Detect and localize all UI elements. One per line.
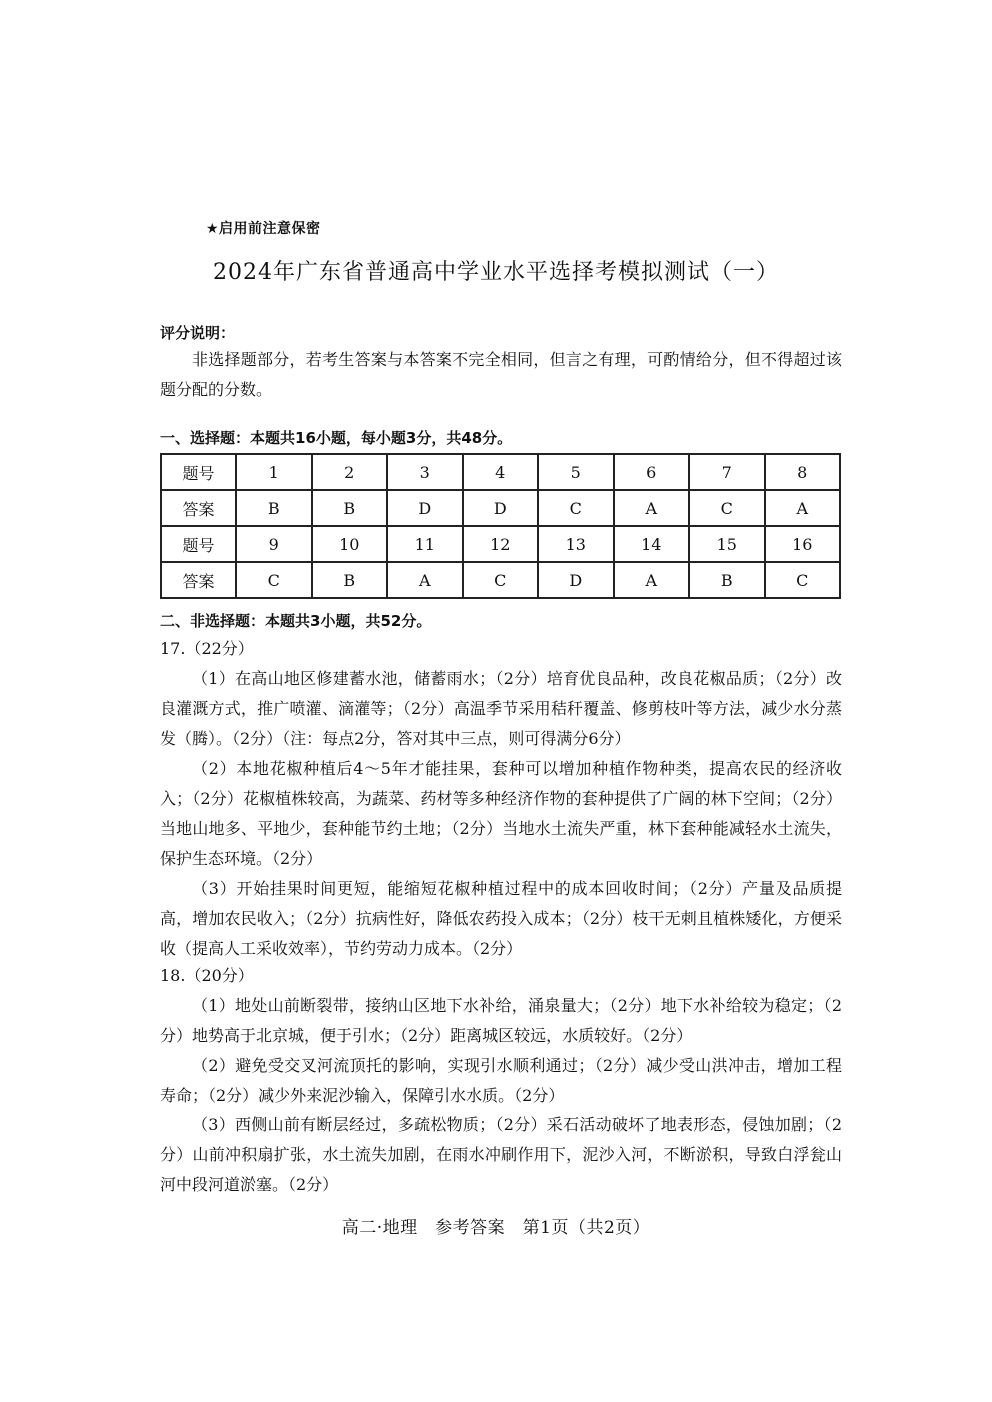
- table-cell: 答案: [161, 562, 236, 598]
- table-cell: C: [689, 490, 765, 526]
- table-cell: C: [538, 490, 614, 526]
- q18-part2: （2）避免受交叉河流顶托的影响，实现引水顺利通过；（2分）减少受山洪冲击，增加工程寿命；（2分）减少外来泥沙输入，保障引水水质。（2分）: [160, 1056, 842, 1105]
- scoring-label: 评分说明：: [160, 324, 236, 342]
- q18-part1: （1）地处山前断裂带，接纳山区地下水补给，涌泉量大；（2分）地下水补给较为稳定；（2分）地势高于北京城，便于引水；（2分）距离城区较远，水质较好。（2分）: [160, 996, 842, 1045]
- table-cell: C: [463, 562, 539, 598]
- answer-table: [160, 453, 841, 599]
- q18-title: 18.（20分）: [160, 966, 254, 985]
- table-cell: 7: [689, 454, 765, 490]
- q17-part2: （2）本地花椒种植后4～5年才能挂果，套种可以增加种植作物种类，提高农民的经济收入；（2分）花椒植株较高，为蔬菜、药材等多种经济作物的套种提供了广阔的林下空间；（2分）当地山地多、平地少，套种能节约土地；（2分）当地水土流失严重，林下套种能减轻水土流失，保护生态环境。（2分）: [160, 759, 842, 868]
- table-cell: C: [765, 562, 841, 598]
- table-cell: 8: [765, 454, 841, 490]
- table-cell: 2: [312, 454, 388, 490]
- section2-heading: 二、非选择题：本题共3小题，共52分。: [160, 612, 432, 630]
- table-cell: 答案: [161, 490, 236, 526]
- table-cell: 3: [387, 454, 463, 490]
- table-cell: 5: [538, 454, 614, 490]
- q17-part3: （3）开始挂果时间更短，能缩短花椒种植过程中的成本回收时间；（2分）产量及品质提高，增加农民收入；（2分）抗病性好，降低农药投入成本；（2分）枝干无刺且植株矮化，方便采收（提高人工采收效率），节约劳动力成本。（2分）: [160, 879, 842, 958]
- q17-title: 17.（22分）: [160, 639, 254, 658]
- table-cell: B: [312, 562, 388, 598]
- table-cell: 12: [463, 526, 539, 562]
- table-cell: D: [538, 562, 614, 598]
- table-cell: 16: [765, 526, 841, 562]
- page-footer: 高二·地理 参考答案 第1页（共2页）: [341, 1218, 651, 1238]
- table-cell: A: [387, 562, 463, 598]
- scoring-text: 非选择题部分，若考生答案与本答案不完全相同，但言之有理，可酌情给分，但不得超过该题分配的分数。: [160, 350, 842, 399]
- confidential-notice: ★启用前注意保密: [206, 221, 321, 237]
- table-cell: A: [765, 490, 841, 526]
- table-row: [161, 454, 840, 490]
- table-cell: C: [236, 562, 312, 598]
- table-cell: 15: [689, 526, 765, 562]
- q18-part3: （3）西侧山前有断层经过，多疏松物质；（2分）采石活动破坏了地表形态，侵蚀加剧；（2分）山前冲积扇扩张，水土流失加剧，在雨水冲刷作用下，泥沙入河，不断淤积，导致白浮瓮山河中段河道淤塞。（2分）: [160, 1115, 842, 1194]
- table-cell: 11: [387, 526, 463, 562]
- table-cell: B: [236, 490, 312, 526]
- table-cell: B: [312, 490, 388, 526]
- table-cell: 10: [312, 526, 388, 562]
- table-cell: 1: [236, 454, 312, 490]
- table-cell: 4: [463, 454, 539, 490]
- table-row: [161, 490, 840, 526]
- table-cell: B: [689, 562, 765, 598]
- table-cell: 题号: [161, 454, 236, 490]
- table-cell: 14: [614, 526, 690, 562]
- section1-heading: 一、选择题：本题共16小题，每小题3分，共48分。: [160, 429, 513, 447]
- table-cell: 9: [236, 526, 312, 562]
- q17-part1: （1）在高山地区修建蓄水池，储蓄雨水；（2分）培育优良品种，改良花椒品质；（2分）改良灌溉方式，推广喷灌、滴灌等；（2分）高温季节采用秸秆覆盖、修剪枝叶等方法，减少水分蒸发（腾）。（2分）（注：每点2分，答对其中三点，则可得满分6分）: [160, 669, 842, 748]
- table-row: [161, 526, 840, 562]
- table-cell: 13: [538, 526, 614, 562]
- table-cell: 题号: [161, 526, 236, 562]
- table-row: [161, 562, 840, 598]
- table-cell: D: [463, 490, 539, 526]
- table-cell: A: [614, 490, 690, 526]
- table-cell: A: [614, 562, 690, 598]
- page-title: 2024年广东省普通高中学业水平选择考模拟测试（一）: [213, 260, 779, 285]
- table-cell: 6: [614, 454, 690, 490]
- table-cell: D: [387, 490, 463, 526]
